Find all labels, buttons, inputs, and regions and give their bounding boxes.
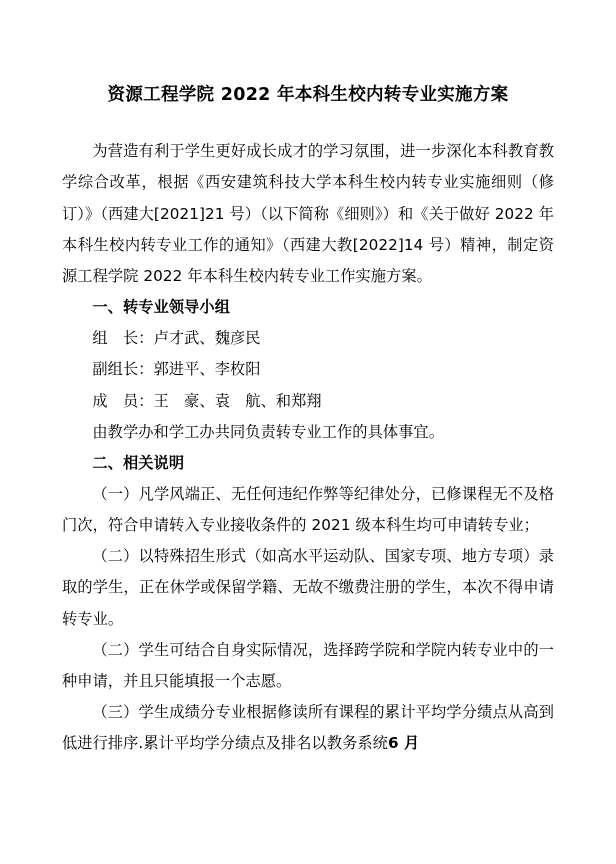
roster-names-members: 王 豪、袁 航、和郑翔 xyxy=(153,391,322,410)
roster-label-deputy: 副组长 xyxy=(92,360,139,379)
paragraph-item-4-emphasis: 6 月 xyxy=(387,734,420,753)
paragraph-item-1: （一）凡学风端正、无任何违纪作弊等纪律处分，已修课程无不及格门次，符合申请转入专业接收条件的 2021 级本科生均可申请转专业； xyxy=(62,484,554,535)
roster-label-members: 成 员 xyxy=(92,391,139,410)
roster-separator-leader: ： xyxy=(138,329,154,348)
roster-names-deputy: 郭进平、李枚阳 xyxy=(153,360,261,379)
roster-names-leader: 卢才武、魏彦民 xyxy=(153,329,261,348)
paragraph-intro: 为营造有利于学生更好成长成才的学习氛围，进一步深化本科教育教学综合改革，根据《西安建筑科技大学本科生校内转专业实施细则（修订）》（西建大[2021]21 号）（以下简称《细则》）和《关于做好 2022 年本科生校内转专业工作的通知》（西建大教[2022]14 号）精神，制定资源工程学院 2022 年本科生校内转专业工作实施方案。 xyxy=(62,142,554,285)
page-title: 资源工程学院 2022 年本科生校内转专业实施方案 xyxy=(107,85,509,105)
roster-line-deputy xyxy=(62,354,554,385)
document-body xyxy=(62,136,554,759)
roster-separator-deputy: ： xyxy=(138,360,154,379)
section-heading-leadership: 一、转专业领导小组 xyxy=(92,298,230,317)
roster-line-members xyxy=(62,386,554,417)
paragraph-item-4 xyxy=(62,697,554,759)
roster-separator-members: ： xyxy=(138,391,154,410)
paragraph-item-4-text: （三）学生成绩分专业根据修读所有课程的累计平均学分绩点从高到低进行排序.累计平均学分绩点及排名以教务系统 xyxy=(62,703,554,753)
section-heading-notes: 二、相关说明 xyxy=(92,453,185,472)
roster-line-leader xyxy=(62,323,554,354)
paragraph-item-3: （二）学生可结合自身实际情况，选择跨学院和学院内转专业中的一种申请，并且只能填报一个志愿。 xyxy=(62,640,554,690)
paragraph-item-2: （二）以特殊招生形式（如高水平运动队、国家专项、地方专项）录取的学生，正在休学或保留学籍、无故不缴费注册的学生，本次不得申请转专业。 xyxy=(62,547,554,628)
roster-label-leader: 组 长 xyxy=(92,329,139,348)
paragraph-duty: 由教学办和学工办共同负责转专业工作的具体事宜。 xyxy=(92,422,445,441)
